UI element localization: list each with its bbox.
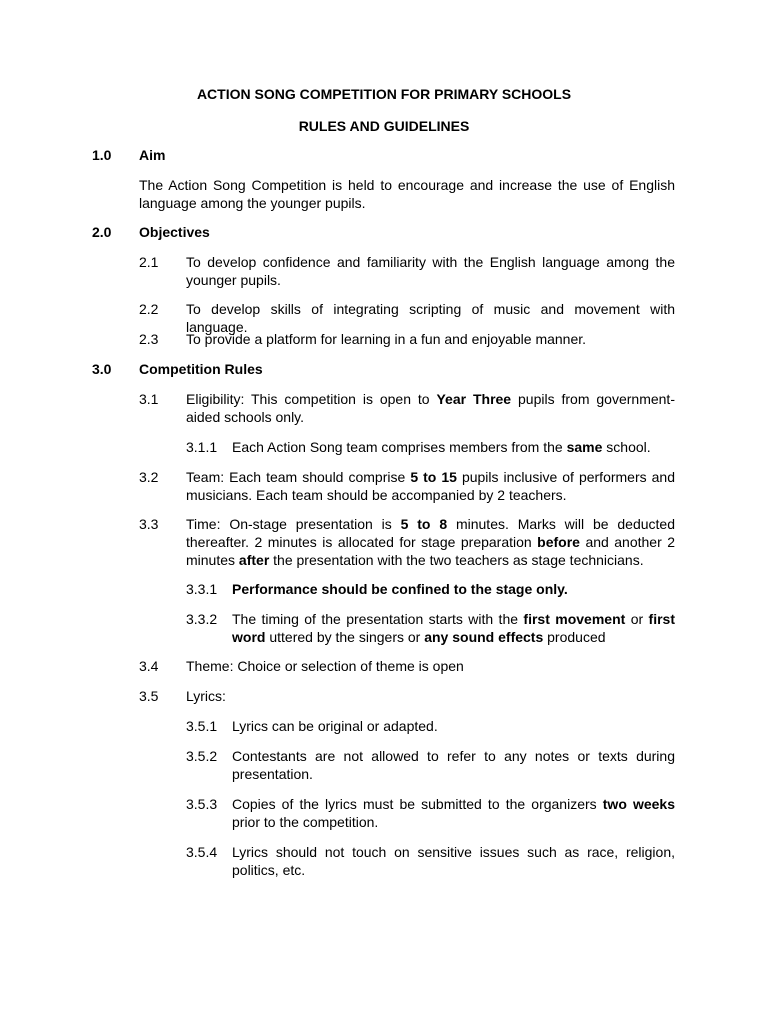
- section-number-aim: 1.0: [92, 147, 112, 163]
- section-heading-aim: Aim: [139, 147, 166, 163]
- rule-number: 3.5.3: [186, 796, 218, 812]
- rule-eligibility-text: Eligibility: This competition is open to Year Three pupils from government-aided schools only.: [186, 391, 675, 425]
- objective-text: To develop skills of integrating scripting of music and movement with language.: [186, 301, 675, 335]
- rule-number: 3.3.2: [186, 611, 218, 627]
- rule-submit-lyrics-text: Copies of the lyrics must be submitted to the organizers two weeks prior to the competition.: [232, 796, 676, 830]
- rule-number: 3.3: [139, 516, 159, 532]
- section-number-rules: 3.0: [92, 361, 112, 377]
- rule-number: 3.5.2: [186, 748, 218, 764]
- objective-number: 2.2: [139, 301, 159, 317]
- rule-lyrics-original-text: Lyrics can be original or adapted.: [232, 718, 438, 734]
- rule-number: 3.5: [139, 688, 159, 704]
- rule-team-members-text: Each Action Song team comprises members from the same school.: [232, 439, 651, 455]
- rule-number: 3.4: [139, 658, 159, 674]
- objective-number: 2.3: [139, 331, 159, 347]
- rule-number: 3.5.1: [186, 718, 218, 734]
- rule-lyrics-text: Lyrics:: [186, 688, 226, 704]
- objective-number: 2.1: [139, 254, 159, 270]
- rule-number: 3.5.4: [186, 844, 218, 860]
- section-heading-objectives: Objectives: [139, 224, 210, 240]
- rule-number: 3.2: [139, 469, 159, 485]
- rule-number: 3.3.1: [186, 581, 218, 597]
- aim-text: The Action Song Competition is held to encourage and increase the use of English language among the younger pupils.: [139, 177, 675, 211]
- rule-timing-text: The timing of the presentation starts with the first movement or first word uttered by the singers or any sound effects produced: [232, 611, 675, 645]
- rule-time-text: Time: On-stage presentation is 5 to 8 minutes. Marks will be deducted thereafter. 2 minutes is allocated for stage preparation before and another 2 minutes after the presentation with the two teachers as stage technicians.: [186, 516, 676, 568]
- rule-stage-only-text: Performance should be confined to the stage only.: [232, 581, 568, 597]
- objective-text: To develop confidence and familiarity with the English language among the younger pupils.: [186, 254, 675, 288]
- section-heading-rules: Competition Rules: [139, 361, 263, 377]
- rule-team-text: Team: Each team should comprise 5 to 15 pupils inclusive of performers and musicians. Each team should be accompanied by 2 teachers.: [186, 469, 675, 503]
- rule-sensitive-issues-text: Lyrics should not touch on sensitive issues such as race, religion, politics, etc.: [232, 844, 675, 878]
- rule-no-notes-text: Contestants are not allowed to refer to any notes or texts during presentation.: [232, 748, 675, 782]
- objective-text: To provide a platform for learning in a fun and enjoyable manner.: [186, 331, 587, 347]
- document-title: ACTION SONG COMPETITION FOR PRIMARY SCHOOLS: [196, 86, 572, 102]
- section-number-objectives: 2.0: [92, 224, 112, 240]
- rule-theme-text: Theme: Choice or selection of theme is open: [186, 658, 464, 674]
- document-subtitle: RULES AND GUIDELINES: [298, 118, 470, 134]
- rule-number: 3.1: [139, 391, 159, 407]
- rule-number: 3.1.1: [186, 439, 218, 455]
